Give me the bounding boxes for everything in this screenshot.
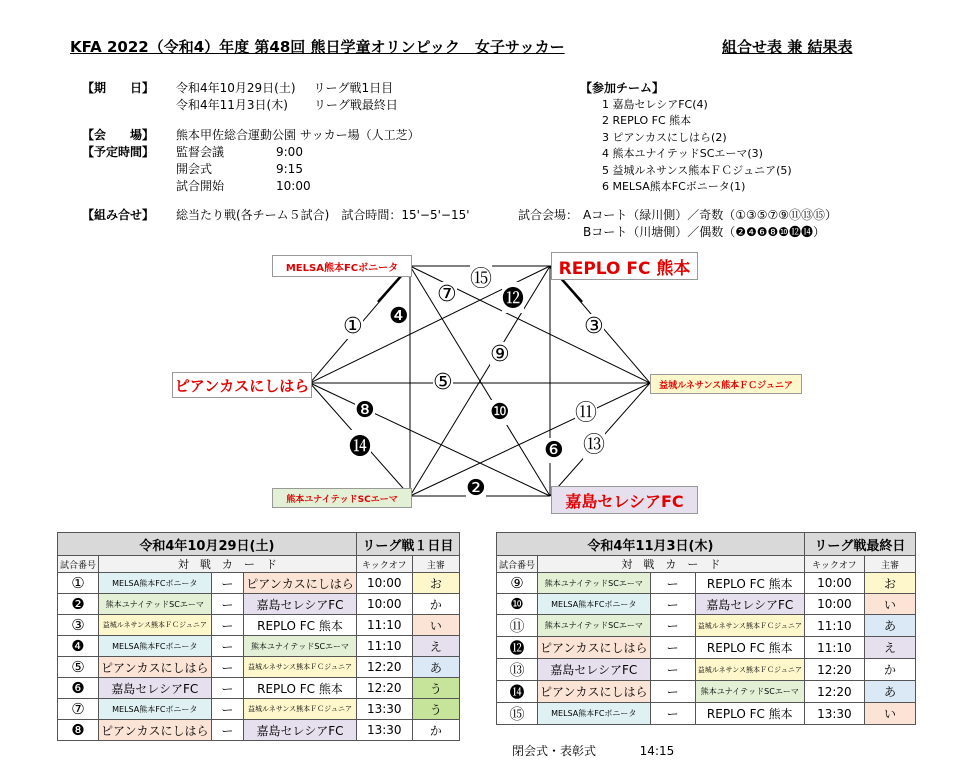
schedule-time-1: 9:00	[276, 145, 303, 159]
vs: ー	[650, 615, 695, 637]
period-date-2: 令和4年11月3日(木)	[176, 98, 288, 112]
away-team: REPLO FC 熊本	[244, 678, 357, 699]
match-no: ❹	[58, 636, 99, 657]
kickoff-time: 11:10	[356, 615, 412, 636]
table-row	[58, 594, 460, 615]
referee: え	[412, 636, 459, 657]
vs: ー	[211, 636, 244, 657]
table-row	[58, 636, 460, 657]
diagram-team-melsa: MELSA熊本FCボニータ	[272, 255, 412, 277]
match-no: ⑮	[497, 703, 538, 725]
referee: か	[864, 659, 915, 681]
day2-title: リーグ戦最終日	[804, 533, 915, 556]
format-text: 総当たり戦(各チーム５試合) 試合時間：15'−5'−15'	[176, 208, 470, 222]
match-no: ❻	[58, 678, 99, 699]
day1-col-no: 試合番号	[58, 556, 99, 573]
table-row	[497, 615, 916, 637]
closing-ceremony	[512, 742, 674, 759]
match-no: ①	[58, 573, 99, 594]
home-team: ピアンカスにしはら	[538, 681, 651, 703]
participant-2: 2 REPLO FC 熊本	[602, 114, 692, 127]
vs: ー	[650, 659, 695, 681]
schedule-name-3: 試合開始	[176, 179, 225, 193]
schedule-label: 【予定時間】	[82, 145, 155, 159]
courts-label: 試合会場：	[518, 208, 579, 222]
day1-col-kick: キックオフ	[356, 556, 412, 573]
match-no: ③	[58, 615, 99, 636]
match-no: ❽	[58, 720, 99, 741]
away-team: ピアンカスにしはら	[244, 573, 357, 594]
day1-col-card: 対 戦 カ ー ド	[99, 556, 357, 573]
referee: お	[864, 573, 915, 594]
kickoff-time: 11:10	[804, 637, 864, 659]
participants-label: 【参加チーム】	[580, 81, 665, 95]
away-team: 益城ルネサンス熊本ＦＣジュニア	[695, 659, 804, 681]
home-team: ピアンカスにしはら	[99, 657, 212, 678]
match-label-11: ⑪	[575, 396, 597, 427]
home-team: ピアンカスにしはら	[99, 720, 212, 741]
venue-name: 熊本甲佐総合運動公園 サッカー場（人工芝）	[176, 128, 420, 142]
table-row	[497, 637, 916, 659]
home-team: MELSA熊本FCボニータ	[538, 594, 651, 615]
match-label-8: ❽	[355, 398, 375, 423]
participant-1: 1 嘉島セレシアFC(4)	[602, 97, 708, 111]
period-note-2: リーグ戦最終日	[313, 98, 398, 112]
day2-date: 令和4年11月3日(木)	[497, 533, 805, 556]
vs: ー	[650, 637, 695, 659]
referee: い	[864, 594, 915, 615]
home-team: 嘉島セレシアFC	[538, 659, 651, 681]
kickoff-time: 13:30	[356, 720, 412, 741]
vs: ー	[650, 681, 695, 703]
away-team: REPLO FC 熊本	[695, 573, 804, 594]
day2-table	[496, 532, 916, 725]
table-row	[58, 657, 460, 678]
diagram-team-mashiki: 益城ルネサンス熊本ＦＣジュニア	[650, 374, 802, 394]
table-row	[497, 573, 916, 594]
table-row	[497, 659, 916, 681]
referee: う	[412, 678, 459, 699]
diagram-team-kashima: 嘉島セレシアFC	[551, 486, 698, 514]
match-label-1: ①	[343, 314, 363, 339]
match-label-3: ③	[584, 314, 604, 339]
home-team: MELSA熊本FCボニータ	[99, 636, 212, 657]
schedule-time-2: 9:15	[276, 162, 303, 176]
referee: お	[412, 573, 459, 594]
home-team: MELSA熊本FCボニータ	[99, 699, 212, 720]
match-no: ❷	[58, 594, 99, 615]
format-label: 【組み合せ】	[82, 208, 155, 222]
venue-label: 【会 場】	[82, 128, 155, 142]
line-mashiki-united	[410, 383, 650, 496]
match-no: ❿	[497, 594, 538, 615]
schedule-time-3: 10:00	[276, 179, 311, 193]
away-team: 益城ルネサンス熊本ＦＣジュニア	[244, 699, 357, 720]
home-team: MELSA熊本FCボニータ	[538, 703, 651, 725]
match-label-7: ⑦	[437, 282, 457, 307]
kickoff-time: 13:30	[804, 703, 864, 725]
away-team: REPLO FC 熊本	[695, 703, 804, 725]
vs: ー	[211, 657, 244, 678]
away-team: 嘉島セレシアFC	[244, 720, 357, 741]
home-team: MELSA熊本FCボニータ	[99, 573, 212, 594]
closing-label: 閉会式・表彰式	[512, 744, 597, 758]
referee: あ	[412, 657, 459, 678]
vs: ー	[650, 703, 695, 725]
match-no: ⓬	[497, 637, 538, 659]
match-label-14: ⓮	[349, 430, 371, 461]
match-label-13: ⑬	[583, 428, 605, 459]
home-team: 熊本ユナイテッドSCエーマ	[538, 573, 651, 594]
away-team: 嘉島セレシアFC	[695, 594, 804, 615]
referee: か	[412, 594, 459, 615]
match-label-6: ❻	[544, 438, 564, 463]
away-team: 嘉島セレシアFC	[244, 594, 357, 615]
vs: ー	[211, 678, 244, 699]
away-team: 益城ルネサンス熊本ＦＣジュニア	[695, 615, 804, 637]
vs: ー	[211, 594, 244, 615]
match-no: ⑤	[58, 657, 99, 678]
home-team: ピアンカスにしはら	[538, 637, 651, 659]
table-row	[497, 594, 916, 615]
match-no: ⑪	[497, 615, 538, 637]
period-label: 【期 日】	[82, 81, 155, 95]
diagram-team-pianka: ピアンカスにしはら	[172, 372, 312, 398]
away-team: REPLO FC 熊本	[695, 637, 804, 659]
diagram-team-replo: REPLO FC 熊本	[551, 252, 698, 280]
home-team: 熊本ユナイテッドSCエーマ	[99, 594, 212, 615]
match-no: ⑨	[497, 573, 538, 594]
match-label-12: ⓬	[502, 282, 524, 313]
day1-date: 令和4年10月29日(土)	[58, 533, 357, 556]
match-no: ⑬	[497, 659, 538, 681]
table-row	[497, 681, 916, 703]
participant-5: 5 益城ルネサンス熊本ＦＣジュニア(5)	[602, 163, 792, 177]
day1-col-ref: 主審	[412, 556, 459, 573]
away-team: 益城ルネサンス熊本ＦＣジュニア	[244, 657, 357, 678]
kickoff-time: 10:00	[356, 573, 412, 594]
table-row	[497, 703, 916, 725]
day2-col-ref: 主審	[864, 556, 915, 573]
match-no: ⑦	[58, 699, 99, 720]
table-row	[58, 573, 460, 594]
period-date-1: 令和4年10月29日(土)	[176, 81, 296, 95]
schedule-name-2: 開会式	[176, 162, 213, 176]
vs: ー	[650, 594, 695, 615]
vs: ー	[211, 573, 244, 594]
day2-col-card: 対 戦 カ ー ド	[538, 556, 805, 573]
participant-6: 6 MELSA熊本FCボニータ(1)	[602, 180, 746, 193]
vs: ー	[650, 573, 695, 594]
tournament-title: KFA 2022（令和4）年度 第48回 熊日学童オリンピック 女子サッカー	[70, 38, 565, 56]
match-no: ⓮	[497, 681, 538, 703]
match-label-5: ⑤	[433, 370, 453, 395]
away-team: 熊本ユナイテッドSCエーマ	[695, 681, 804, 703]
match-label-9: ⑨	[490, 342, 510, 367]
referee: あ	[864, 615, 915, 637]
referee: う	[412, 699, 459, 720]
match-label-15: ⑮	[470, 262, 492, 293]
court-a: Aコート（緑川側）／奇数（①③⑤⑦⑨⑪⑬⑮）	[583, 208, 837, 222]
table-row	[58, 678, 460, 699]
table-row	[58, 615, 460, 636]
vs: ー	[211, 720, 244, 741]
kickoff-time: 10:00	[356, 594, 412, 615]
away-team: REPLO FC 熊本	[244, 615, 357, 636]
referee: い	[412, 615, 459, 636]
day1-table	[57, 532, 460, 741]
day1-title: リーグ戦１日目	[356, 533, 459, 556]
vs: ー	[211, 615, 244, 636]
kickoff-time: 12:20	[356, 678, 412, 699]
kickoff-time: 12:20	[804, 681, 864, 703]
day2-col-kick: キックオフ	[804, 556, 864, 573]
kickoff-time: 12:20	[804, 659, 864, 681]
kickoff-time: 12:20	[356, 657, 412, 678]
match-label-4: ❹	[389, 304, 409, 329]
kickoff-time: 10:00	[804, 573, 864, 594]
match-label-10: ❿	[490, 400, 510, 425]
home-team: 嘉島セレシアFC	[99, 678, 212, 699]
referee: か	[412, 720, 459, 741]
referee: え	[864, 637, 915, 659]
table-row	[58, 699, 460, 720]
participant-4: 4 熊本ユナイテッドSCエーマ(3)	[602, 147, 763, 160]
referee: い	[864, 703, 915, 725]
home-team: 熊本ユナイテッドSCエーマ	[538, 615, 651, 637]
kickoff-time: 11:10	[804, 615, 864, 637]
away-team: 熊本ユナイテッドSCエーマ	[244, 636, 357, 657]
vs: ー	[211, 699, 244, 720]
day2-col-no: 試合番号	[497, 556, 538, 573]
referee: あ	[864, 681, 915, 703]
court-b: Bコート（川塘側）／偶数（❷❹❻❽❿⓬⓮）	[583, 225, 826, 239]
line-pianka-kashima	[310, 383, 550, 496]
participant-3: 3 ピアンカスにしはら(2)	[602, 130, 727, 144]
schedule-name-1: 監督会議	[176, 145, 225, 159]
table-row	[58, 720, 460, 741]
diagram-team-united: 熊本ユナイテッドSCエーマ	[272, 488, 412, 508]
match-label-2: ❷	[466, 476, 486, 501]
kickoff-time: 11:10	[356, 636, 412, 657]
home-team: 益城ルネサンス熊本ＦＣジュニア	[99, 615, 212, 636]
closing-time: 14:15	[639, 744, 675, 758]
page-subtitle: 組合せ表 兼 結果表	[722, 38, 853, 56]
period-note-1: リーグ戦1日目	[313, 81, 394, 95]
kickoff-time: 10:00	[804, 594, 864, 615]
kickoff-time: 13:30	[356, 699, 412, 720]
